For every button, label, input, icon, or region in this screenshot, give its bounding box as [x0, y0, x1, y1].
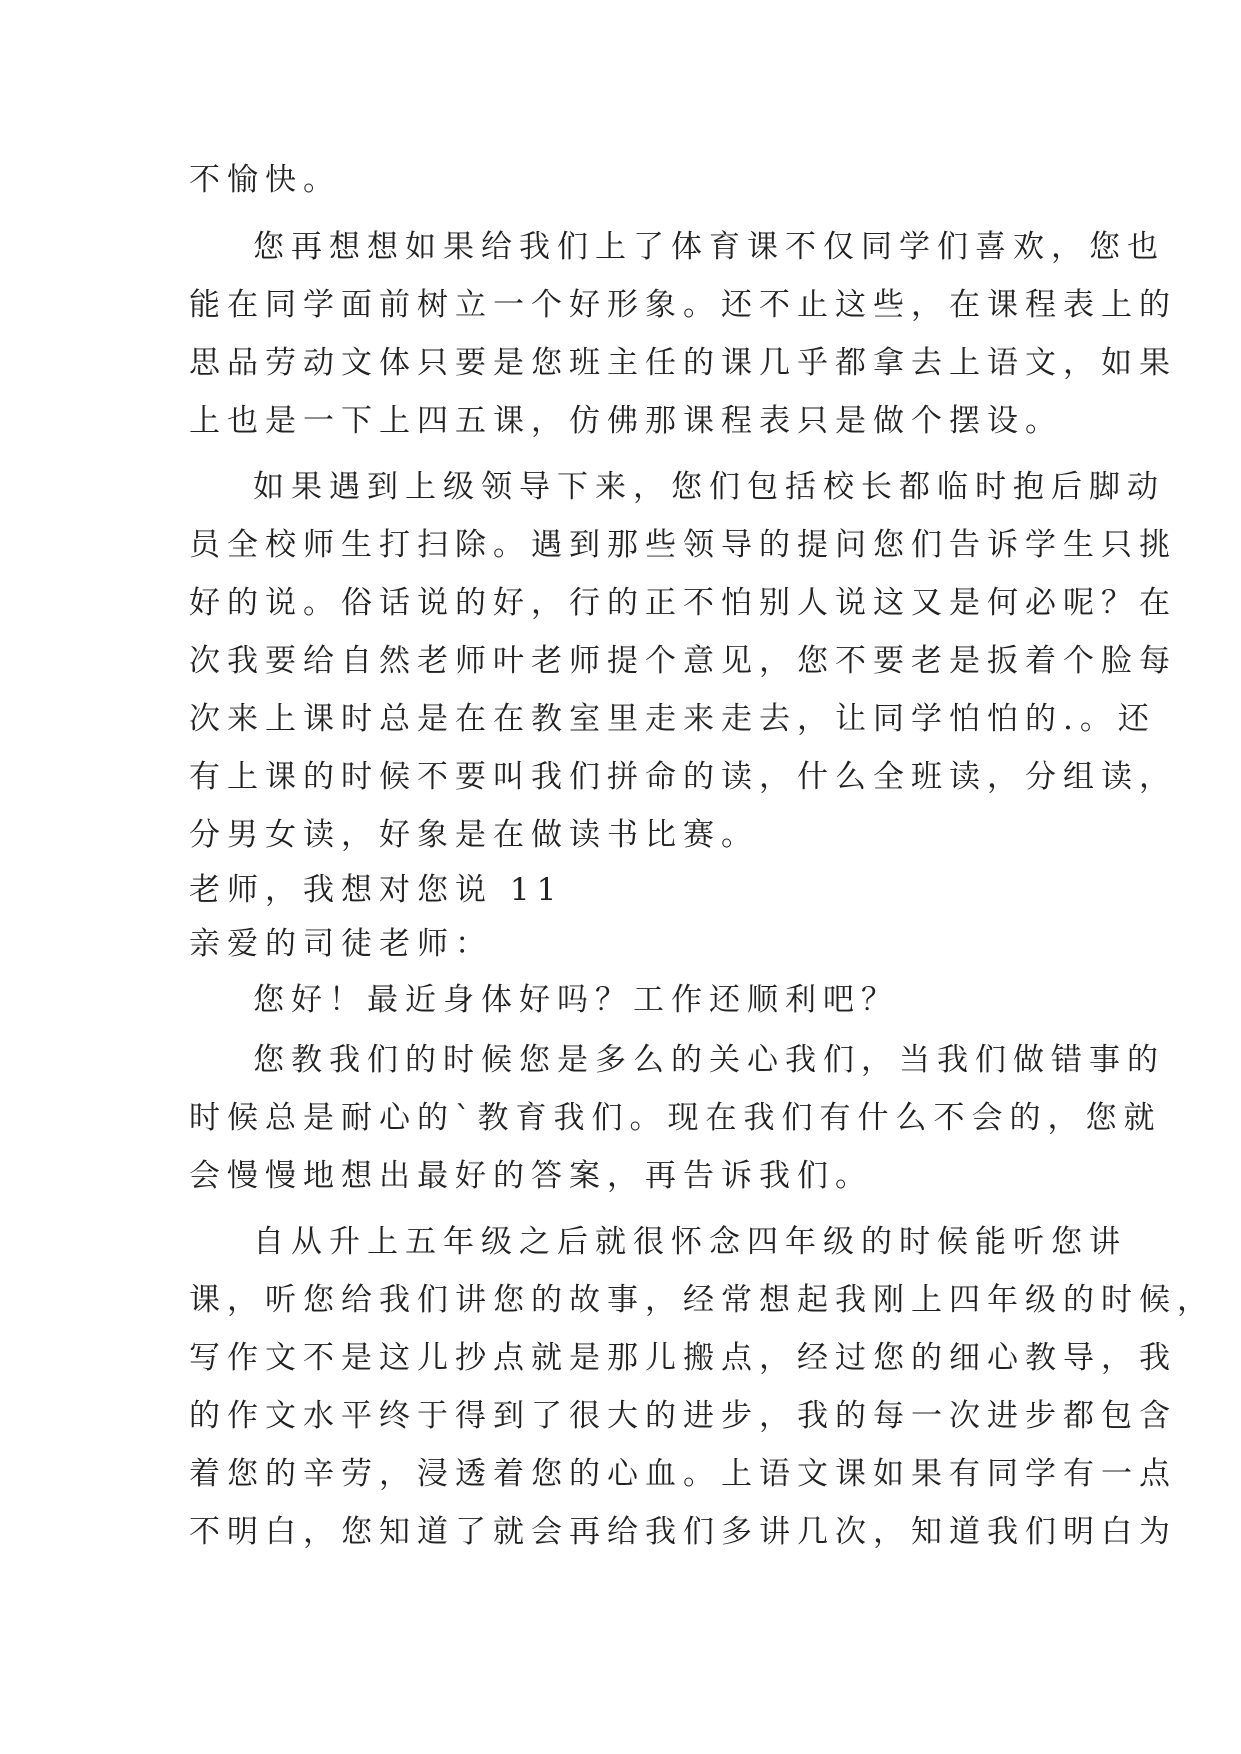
text-line: 课，听您给我们讲您的故事，经常想起我刚上四年级的时候，: [189, 1282, 1215, 1318]
text-line: 着您的辛劳，浸透着您的心血。上语文课如果有同学有一点: [189, 1456, 1177, 1492]
text-line: 时候总是耐心的`教育我们。现在我们有什么不会的，您就: [189, 1100, 1162, 1136]
text-line: 员全校师生打扫除。遇到那些领导的提问您们告诉学生只挑: [189, 527, 1177, 563]
paragraph-start-line: 如果遇到上级领导下来，您们包括校长都临时抱后脚动: [253, 469, 1165, 505]
text-line: 次来上课时总是在在教室里走来走去，让同学怕怕的.。还: [189, 701, 1156, 737]
section-heading: 老师，我想对您说 11: [189, 872, 564, 908]
text-line: 好的说。俗话说的好，行的正不怕别人说这又是何必呢？在: [189, 585, 1177, 621]
paragraph-start-line: 您再想想如果给我们上了体育课不仅同学们喜欢，您也: [253, 229, 1165, 265]
text-line: 不明白，您知道了就会再给我们多讲几次，知道我们明白为: [189, 1514, 1177, 1550]
letter-salutation: 亲爱的司徒老师：: [189, 926, 493, 962]
text-line: 思品劳动文体只要是您班主任的课几乎都拿去上语文，如果: [189, 345, 1177, 381]
text-line: 分男女读，好象是在做读书比赛。: [189, 817, 759, 853]
text-line: 写作文不是这儿抄点就是那儿搬点，经过您的细心教导，我: [189, 1340, 1177, 1376]
paragraph-start-line: 您好！最近身体好吗？工作还顺利吧？: [253, 982, 899, 1018]
text-line: 次我要给自然老师叶老师提个意见，您不要老是扳着个脸每: [189, 643, 1177, 679]
paragraph-start-line: 自从升上五年级之后就很怀念四年级的时候能听您讲: [253, 1224, 1127, 1260]
paragraph-start-line: 您教我们的时候您是多么的关心我们，当我们做错事的: [253, 1042, 1165, 1078]
text-line: 会慢慢地想出最好的答案，再告诉我们。: [189, 1158, 873, 1194]
text-line: 有上课的时候不要叫我们拼命的读，什么全班读，分组读，: [189, 759, 1177, 795]
text-line: 上也是一下上四五课，仿佛那课程表只是做个摆设。: [189, 403, 1063, 439]
text-line: 能在同学面前树立一个好形象。还不止这些，在课程表上的: [189, 287, 1177, 323]
text-line: 的作文水平终于得到了很大的进步，我的每一次进步都包含: [189, 1398, 1177, 1434]
text-line: 不愉快。: [189, 162, 341, 198]
